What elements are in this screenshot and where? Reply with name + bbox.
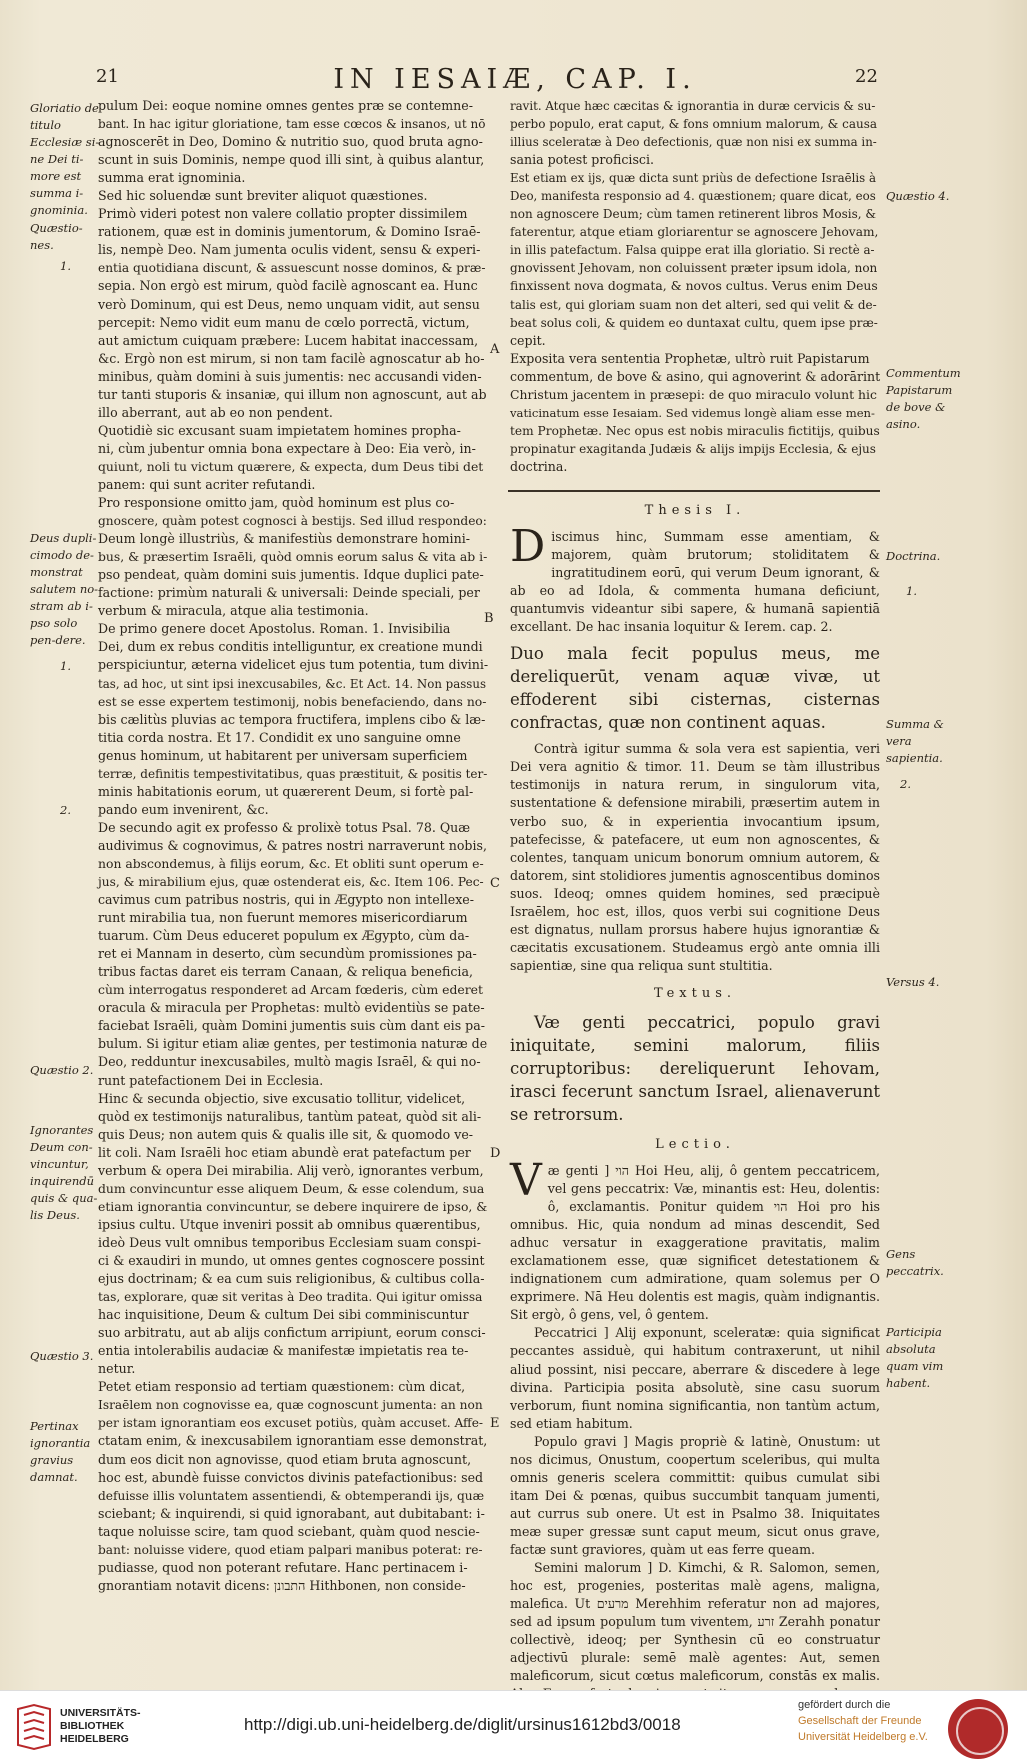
text-line: cùm interrogatus responderet ad Arcam fœderis, cùm ederet bbox=[98, 982, 483, 998]
margin-note-num: 2. bbox=[60, 803, 71, 817]
text-line: bus, & præsertim Israēli, quòd omnis eorum salus & vita ab i- bbox=[98, 549, 488, 565]
seal-ring bbox=[956, 1707, 1004, 1755]
funder-credit: gefördert durch die Gesellschaft der Freunde Universität Heidelberg e.V. bbox=[798, 1699, 928, 1743]
margin-note-gens-peccatrix: Gens peccatrix. bbox=[886, 1247, 944, 1278]
text-line: illius sceleratæ à Deo defectionis, quæ non nisi ex summa in- bbox=[510, 135, 877, 150]
right-column-top-text bbox=[510, 97, 880, 476]
text-line: Quotidiè sic excusant suam impietatem homines propha- bbox=[98, 422, 461, 438]
permalink-url[interactable]: http://digi.ub.uni-heidelberg.de/diglit/ursinus1612bd3/0018 bbox=[244, 1715, 681, 1734]
text-line: De secundo agit ex professo & prolixè totus Psal. 78. Quæ bbox=[98, 819, 471, 835]
text-line: bant. In hac igitur gloriatione, tam esse cœcos & insanos, ut nō bbox=[98, 117, 486, 132]
running-title: IN IESAIÆ, CAP. I. bbox=[333, 64, 697, 95]
text-line: hac inquisitione, Deum & cultum Dei sibi comminiscuntur bbox=[98, 1307, 469, 1323]
textus-body: Væ genti peccatrici, populo gravi iniquitate, semini malorum, filiis corruptoribus: dereliquerunt Iehovam, irasci fecerunt sanctum Israel, alienaverunt se retrorsum. bbox=[510, 1012, 880, 1124]
text-line: tur tanti stuporis & insaniæ, qui illum non agnoscunt, aut ab bbox=[98, 386, 487, 402]
text-line: non abscondemus, à filijs eorum, &c. Et obliti sunt operum e- bbox=[98, 855, 484, 871]
section-letter-e: E bbox=[490, 1416, 500, 1431]
text-line: genus hominum, ut habitarent per universam superficiem bbox=[98, 747, 468, 763]
margin-note-quaestio-2: Quæstio 2. bbox=[30, 1063, 94, 1077]
lectio-para-4: Semini malorum ] D. Kimchi, & R. Salomon, semen, hoc est, progenies, posteritas malè agens, maligna, malefica. Ut מרעים Merehhim referatur non ad majores, sed ad ipsum populum tum viventem, זרע Zerahh ponatur collectivè, ideoq; per Synthesin cū eo construatur adjectivū plurale: semē malè agentes: Aut, semen maleficorum, sicut cœtus maleficorum, constās ex malis. bbox=[510, 1560, 881, 1684]
text-line: &c. Ergò non est mirum, si non tam facilè agnoscatur ab ho- bbox=[98, 350, 485, 366]
text-line: tas, ad hoc, ut sint ipsi inexcusabiles, &c. Et Act. 14. Non passus bbox=[98, 676, 487, 691]
margin-note-quaestio-3: Quæstio 3. bbox=[30, 1349, 94, 1363]
margin-note-ignorantes: Ignorantes Deum con-vincuntur, inquirendū quis & qua-lis Deus. bbox=[30, 1123, 98, 1222]
text-line: terræ, definitis tempestivitatibus, quas præstituit, & positis ter- bbox=[98, 766, 488, 781]
section-letter-d: D bbox=[490, 1146, 501, 1161]
text-line: ipsius cultu. Utque inveniri possit ab omnibus quærentibus, bbox=[98, 1216, 481, 1232]
university-library-logo-icon bbox=[14, 1703, 54, 1751]
text-line: tribus factas daret eis terram Canaan, & reliqua beneficia, bbox=[98, 964, 473, 980]
text-line: Est etiam ex ijs, quæ dicta sunt priùs de defectione Israēlis à bbox=[510, 171, 877, 186]
section-divider bbox=[508, 490, 880, 492]
text-line: Exposita vera sententia Prophetæ, ultrò ruit Papistarum bbox=[510, 350, 870, 366]
text-line: minibus, quàm domini à suis jumentis: nec accusandi viden- bbox=[98, 368, 482, 384]
margin-note-doctrina: Doctrina. bbox=[886, 549, 941, 563]
text-line: pso pendeat, quàm domini suis jumentis. Idque duplici pate- bbox=[98, 567, 484, 583]
text-line: etiam ignorantia convincuntur, se debere inquirere de ipso, & bbox=[98, 1198, 488, 1214]
text-line: lis, nempè Deo. Nam jumenta oculis vident, sensu & experi- bbox=[98, 242, 481, 258]
text-line: ci & exaudiri in mundo, ut omnes gentes cognoscere possint bbox=[98, 1253, 485, 1268]
thesis-heading: Thesis I. bbox=[644, 502, 746, 518]
text-line: quis Deus; non autem quis & qualis ille sit, & quomodo ve- bbox=[98, 1126, 474, 1142]
text-line: Deum longè illustriùs, & manifestiùs demonstrare homini- bbox=[98, 531, 470, 547]
text-line: dum convincuntur esse aliquem Deum, & esse colendum, sua bbox=[98, 1180, 485, 1196]
lectio-para-2: Peccatrici ] Alij exponunt, sceleratæ: quia significat peccantes assiduè, qui habitum contraxerunt, ut nihil aliud possint, nisi peccare, aberrare & discedere à lege divina. Participia posita absolutè, sine casu suorum verborum, fiunt nomina significantia, non tantùm actum, sed etiam habitum. bbox=[510, 1325, 880, 1431]
text-line: hoc est, abundè fuisse convictos divinis patefactionibus: sed bbox=[98, 1469, 484, 1485]
text-line: lit coli. Nam Israēli hoc etiam abundè erat patefactum per bbox=[98, 1144, 471, 1160]
text-line: ctatam enim, & inexcusabilem ignorantiam esse demonstrat, bbox=[98, 1433, 488, 1449]
page-header bbox=[0, 64, 1027, 94]
margin-note-gloriatio: Gloriatio de titulo Ecclesiæ si-ne Dei ti-more est summa i-gnominia. bbox=[30, 101, 100, 217]
section-letter-a: A bbox=[490, 342, 500, 357]
text-line: sepia. Non ergò est mirum, quòd facilè agnoscant ea. Hunc bbox=[98, 278, 478, 294]
text-line: ideò Deus vult omnibus temporibus Ecclesiam suam conspi- bbox=[98, 1234, 481, 1250]
text-line: quòd ex testimonijs naturalibus, tantùm pateat, quòd sit ali- bbox=[98, 1108, 482, 1124]
thesis-after: Contrà igitur summa & sola vera est sapientia, veri Dei vera agnitio & timor. 11. Deum se tàm illustribus testimonijs in natura rerum, in singulorum vita, sustentatione & defensione mirabili, præsertim autem in verbo suo, & in experientia invocantium ipsum, patefecisse, & patefacere, ut eum non agnoscentes, & colentes, tanquam unicum bonorum omnium autorem, & datorem, sint stolidiores jumentis agnoscentibus dominos suos. Ideoq; omnes quidem homines, sed præcipuè Israēlem, hoc est, illos, quos verbi sui cognitione Deus est dignatus, nullam prorsus habere hujus ignorantiæ & cæcitatis excusationem. Studeamus ergò ante omnia illi sapientiæ, sine qua reliqua sunt stultitia. bbox=[510, 741, 880, 973]
text-line: ejus doctrinam; & ea cum suis religionibus, & cultibus colla- bbox=[98, 1271, 485, 1287]
text-line: percepit: Nemo vidit eum manu de cœlo porrectā, victum, bbox=[98, 314, 470, 330]
margin-note-num: 1. bbox=[60, 659, 71, 673]
viewer-footer bbox=[0, 1690, 1027, 1764]
text-line: gnovissent Jehovam, non coluissent præter ipsum idola, non bbox=[510, 261, 878, 276]
text-line: factione: primùm naturali & universali: Deinde speciali, per bbox=[98, 585, 480, 601]
text-line: faciebat Israēli, quàm Domini jumentis suis cùm dant eis pa- bbox=[98, 1018, 486, 1034]
margin-note-deus-dupliciter: Deus dupli-cimodo de-monstrat salutem no-stram ab i-pso solo pen-dere. bbox=[30, 531, 99, 647]
margin-note-quaestio-4: Quæstio 4. bbox=[886, 189, 950, 203]
text-line: Primò videri potest non valere collatio propter dissimilem bbox=[98, 206, 468, 222]
text-line: tuarum. Cùm Deus educeret populum ex Ægypto, cùm da- bbox=[98, 928, 470, 944]
text-line: entia intolerabilis audaciæ & manifestæ impietatis rea te- bbox=[98, 1343, 469, 1359]
lectio-heading: Lectio. bbox=[655, 1136, 735, 1152]
text-line: per istam ignorantiam eos excuset potiùs, quàm accuset. Affe- bbox=[98, 1416, 484, 1431]
left-column bbox=[98, 97, 488, 1595]
text-line: entia quotidiana discunt, & assuescunt nosse dominos, & præ- bbox=[98, 261, 486, 276]
right-column bbox=[510, 97, 880, 1703]
text-line: gnoscere, quàm potest cognosci à bestijs. Sed illud respondeo: bbox=[98, 514, 487, 529]
text-line: bis cælitùs pluvias ac tempora fructifera, implens cibo & læ- bbox=[98, 711, 486, 727]
text-line: illo aberrant, aut ab eo non pendent. bbox=[98, 404, 333, 420]
margin-note-num: 2. bbox=[900, 777, 911, 791]
text-line: commentum, de bove & asino, qui agnoverint & adorārint bbox=[510, 368, 881, 384]
textus-heading: Textus. bbox=[653, 985, 737, 1001]
text-line: perbo populo, erat caput, & fons omnium malorum, & causa bbox=[510, 117, 878, 132]
page-number-right: 22 bbox=[855, 66, 878, 87]
text-line: Deo, manifesta responsio ad 4. quæstionem; quare dicat, eos bbox=[510, 189, 876, 204]
margin-note-num: 1. bbox=[906, 584, 917, 598]
margin-note-versus: Versus 4. bbox=[886, 975, 940, 989]
text-line: beat solus coli, & quidem eo duntaxat cultu, quem ipse præ- bbox=[510, 315, 878, 330]
text-line: quiunt, noli tu victum quærere, & expecta, dum Deus tibi det bbox=[98, 458, 484, 474]
margin-note-num: 1. bbox=[60, 259, 71, 273]
text-line: netur. bbox=[98, 1361, 136, 1377]
text-line: titia corda nostra. Et 17. Condidit ex uno sanguine omne bbox=[98, 729, 461, 745]
text-line: talis est, qui gloriam suam non det alteri, sed qui velit & de- bbox=[510, 297, 877, 312]
text-line: Dei, dum ex rebus conditis intelliguntur, ex creatione mundi bbox=[98, 639, 483, 655]
text-line: rationem, quæ est in dominis jumentorum, & Domino Israē- bbox=[98, 224, 481, 240]
margin-note-commentum: Commentum Papistarum de bove & asino. bbox=[886, 366, 961, 431]
text-line: faterentur, atque etiam gloriarentur se agnoscere Jehovam, bbox=[510, 225, 879, 240]
text-line: panem: qui sunt acriter refutandi. bbox=[98, 476, 316, 492]
text-line: Pro responsione omitto jam, quòd hominum est plus co- bbox=[98, 495, 455, 511]
text-line: defuisse illis voluntatem assentiendi, & obtemperandi ijs, quæ bbox=[98, 1488, 485, 1503]
text-line: runt patefactionem Dei in Ecclesia. bbox=[98, 1072, 324, 1088]
text-line: tas, explorare, quæ sit veritas à Deo tradita. Qui igitur omissa bbox=[98, 1290, 483, 1305]
margin-note-participia: Participia absoluta quam vim habent. bbox=[886, 1325, 944, 1390]
margin-note-summa: Summa & vera sapientia. bbox=[886, 717, 944, 765]
text-line: scunt in suis Dominis, nempe quod illi sint, à quibus alantur, bbox=[98, 152, 485, 168]
text-line: propinatur exagitanda Judæis & alijs impijs Ecclesia, & ejus bbox=[510, 441, 876, 456]
thesis-body: Discimus hinc, Summam esse amentiam, & majorem, quàm brutorum; stoliditatem & ingratitudinem eorū, qui verum Deum ignorant, & ab eo ad Idola, & commenta humana deficiunt, quantumvis videantur sibi sapere, & humanā sapientiā excellant. De hac insania loquitur & Ierem. cap. 2. bbox=[510, 521, 880, 635]
text-line: aut amictum cuiquam præbere: Lucem habitat inaccessam, bbox=[98, 332, 479, 348]
text-line: jus, & mirabilium ejus, quæ ostenderat eis, &c. Item 106. Pec- bbox=[98, 875, 484, 890]
text-line: gnorantiam notavit dicens: התבונן Hithbonen, non conside- bbox=[98, 1577, 466, 1593]
text-line: cavimus cum patribus nostris, qui in Ægypto non intellexe- bbox=[98, 892, 474, 908]
section-letter-c: C bbox=[490, 876, 500, 891]
library-name: UNIVERSITÄTS- BIBLIOTHEK HEIDELBERG bbox=[60, 1707, 141, 1745]
text-line: non agnoscere Deum; cùm tamen retinerent libros Mosis, & bbox=[510, 207, 877, 222]
thesis-quote: Duo mala fecit populus meus, me dereliquerūt, venam aquæ vivæ, ut effoderent sibi cisternas, cisternas confractas, quæ non continent aquas. bbox=[510, 644, 880, 733]
text-line: dum eos dicit non agnovisse, quod etiam bruta agnoscunt, bbox=[98, 1451, 472, 1467]
text-line: Hinc & secunda objectio, sive excusatio tollitur, videlicet, bbox=[98, 1090, 466, 1106]
text-line: sciebant; & inquirendi, si quid ignorabant, aut dubitabant: i- bbox=[98, 1505, 485, 1521]
text-line: agnoscerēt in Deo, Domino & nutritio suo, quod bruta agno- bbox=[98, 134, 483, 150]
text-line: pudiasse, quod non poterant refutare. Hanc pertinacem i- bbox=[98, 1559, 468, 1575]
text-line: audivimus & cognovimus, & patres nostri narraverunt nobis, bbox=[98, 837, 487, 853]
text-line: doctrina. bbox=[510, 458, 568, 474]
text-line: suo arbitratu, aut ab alijs confictum arripiunt, eorum consci- bbox=[98, 1325, 486, 1341]
text-line: runt mirabilia tua, non fuerunt memores misericordiarum bbox=[98, 910, 468, 926]
text-line: verò Dominum, qui est Deus, nemo unquam vidit, aut sensu bbox=[98, 296, 480, 312]
margin-note-quaestiones: Quæstio-nes. bbox=[30, 221, 83, 252]
lectio-para-1: Væ genti ] הוי Hoi Heu, alij, ô gentem peccatricem, vel gens peccatrix: Væ, minantis est: Heu, dolentis: ô, exclamantis. Ponitur quidem הוי Hoi pro his omnibus. Hic, quia nondum ad minas descendit, Sed adhuc versatur in exaggeratione pravitatis, malim exclamationem esse, quæ significet detestationem & indignationem cum admiratione, quam solemus per O exprimere. Nā Heu dolentis est magis, quàm indignantis. Sit ergò, ô gens, vel, ô gentem. bbox=[510, 1155, 880, 1323]
text-line: Christum jacentem in præsepi: de quo miraculo volunt hic bbox=[510, 386, 877, 402]
text-line: perspiciuntur, æterna videlicet ejus tum potentia, tum divini- bbox=[98, 657, 489, 673]
text-line: minis habitationis eorum, ut quærerent Deum, si fortè pal- bbox=[98, 783, 474, 799]
text-line: Sed hic soluendæ sunt breviter aliquot quæstiones. bbox=[98, 188, 428, 204]
margin-note-pertinax: Pertinax ignorantia gravius damnat. bbox=[30, 1419, 91, 1484]
text-line: Petet etiam responsio ad tertiam quæstionem: cùm dicat, bbox=[98, 1379, 466, 1395]
text-line: in illis patefactum. Falsa quippe erat illa gloriatio. Si rectè a- bbox=[510, 243, 875, 258]
section-letter-b: B bbox=[484, 611, 494, 626]
text-line: finxissent nova dogmata, & novos cultus. Verus enim Deus bbox=[510, 278, 878, 294]
text-line: est se esse expertem testimonij, nobis benefaciendo, dans no- bbox=[98, 693, 487, 709]
page-number-left: 21 bbox=[96, 66, 119, 87]
text-line: pulum Dei: eoque nomine omnes gentes præ se contemne- bbox=[98, 98, 473, 113]
text-line: ravit. Atque hæc cæcitas & ignorantia in duræ cervicis & su- bbox=[510, 99, 876, 113]
text-line: bulum. Si igitur etiam aliæ gentes, per testimonia naturæ de bbox=[98, 1036, 488, 1052]
text-line: bant: noluisse videre, quod etiam palpari manibus poterat: re- bbox=[98, 1542, 483, 1557]
drop-cap: D bbox=[510, 521, 546, 573]
text-line: verbum & opera Dei mirabilia. Alij verò, ignorantes verbum, bbox=[98, 1162, 484, 1178]
text-line: pando eum invenirent, &c. bbox=[98, 801, 269, 817]
text-line: summa erat ignominia. bbox=[98, 170, 246, 186]
text-line: ret ei Mannam in deserto, cùm secundùm promissiones pa- bbox=[98, 946, 477, 962]
lectio-para-3: Populo gravi ] Magis propriè & latinè, Onustum: ut nos dicimus, Onustum, coopertum sceleribus, qui multa omnis generis scelera committit: quibus cumulat sibi itam Dei & pœnas, quibus succumbit tanquam jumenti, aut currus sub onere. Ut est in Psalmo 38. Iniquitates meæ super gressæ sunt caput meum, sicut onus grave, factæ sunt graviores, quàm ut eas ferre queam. bbox=[510, 1433, 880, 1557]
text-line: cepit. bbox=[510, 332, 546, 348]
text-line: Deo, redduntur inexcusabiles, multò magis Israēl, & qui no- bbox=[98, 1054, 481, 1070]
text-line: verbum & miracula, atque alia testimonia. bbox=[98, 603, 369, 619]
text-line: sania potest proficisci. bbox=[510, 152, 654, 168]
text-line: oracula & miracula per Prophetas: multò evidentiùs se pate- bbox=[98, 1000, 485, 1016]
text-line: Israēlem non cognovisse ea, quæ cognoscunt jumenta: an non bbox=[98, 1398, 483, 1413]
drop-cap: V bbox=[510, 1155, 542, 1207]
text-line: vaticinatum esse Iesaiam. Sed videmus longè aliam esse men- bbox=[510, 405, 875, 420]
text-line: tem Prophetæ. Nec opus est nobis miraculis fictitijs, quibus bbox=[510, 423, 880, 438]
text-line: taque noluisse scire, tam quod sciebant, quàm quod nescie- bbox=[98, 1523, 480, 1539]
text-line: ni, cùm jubentur omnia bona expectare à Deo: Eia verò, in- bbox=[98, 440, 476, 456]
text-line: De primo genere docet Apostolus. Roman. 1. Invisibilia bbox=[98, 621, 451, 637]
